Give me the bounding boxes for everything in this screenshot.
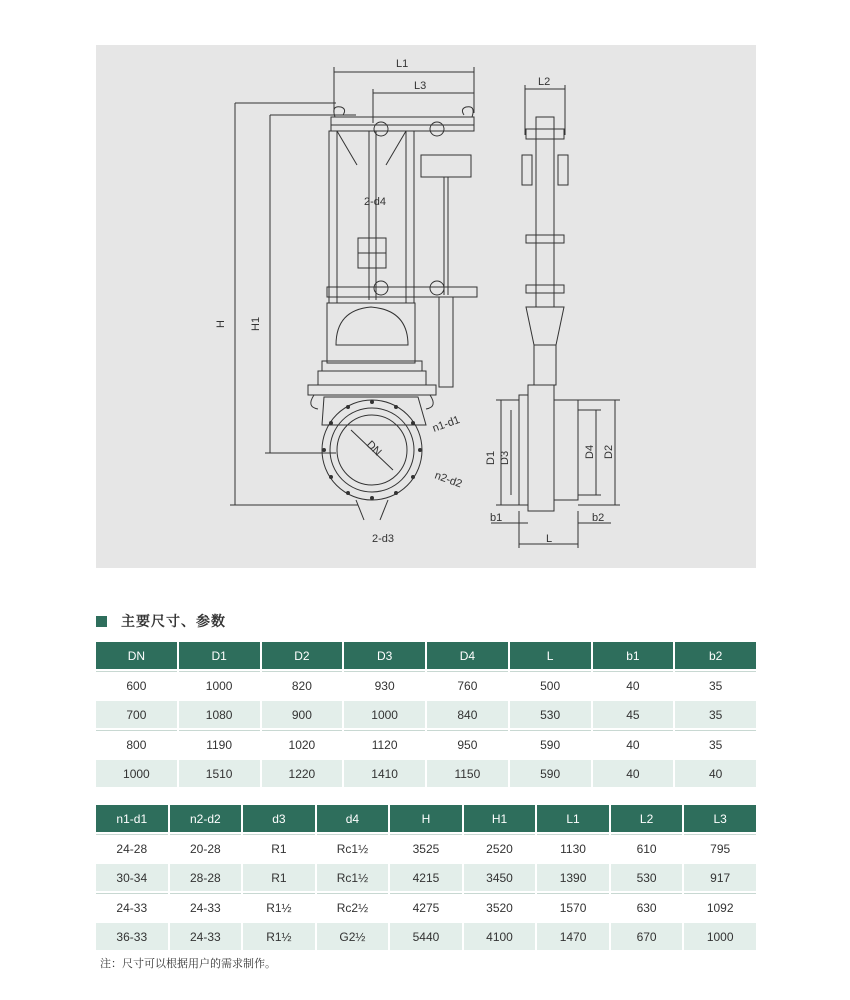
label-h: H xyxy=(215,320,227,328)
table-cell: 590 xyxy=(510,760,591,789)
table-header-cell: n2-d2 xyxy=(170,805,242,834)
table-cell: 500 xyxy=(510,671,591,701)
table-cell: Rc2½ xyxy=(317,893,389,923)
table-cell: 900 xyxy=(262,701,343,730)
table-header-cell: H xyxy=(390,805,462,834)
front-view xyxy=(230,67,477,520)
table-row xyxy=(96,893,756,923)
table-header-cell: L xyxy=(510,642,591,671)
table-cell: 4100 xyxy=(464,923,536,952)
table-cell: 40 xyxy=(593,760,674,789)
table-cell: 4215 xyxy=(390,864,462,893)
table-cell: 1120 xyxy=(344,730,425,760)
valve-drawing-svg xyxy=(96,45,756,568)
table-header-cell: b1 xyxy=(593,642,674,671)
table-header-cell: L2 xyxy=(611,805,683,834)
table-cell: 1000 xyxy=(344,701,425,730)
label-d4: D4 xyxy=(584,444,596,459)
label-n1-d1: n1-d1 xyxy=(430,413,462,435)
label-d1: D1 xyxy=(485,450,497,465)
section-square-icon xyxy=(96,616,107,627)
table-cell: 3520 xyxy=(464,893,536,923)
table-header-row xyxy=(96,642,756,671)
table-cell: 24-33 xyxy=(170,893,242,923)
table-cell: 35 xyxy=(675,671,756,701)
table-cell: 1570 xyxy=(537,893,609,923)
table-cell: G2½ xyxy=(317,923,389,952)
table-cell: 1130 xyxy=(537,834,609,864)
table-header-cell: D4 xyxy=(427,642,508,671)
table-cell: 35 xyxy=(675,701,756,730)
technical-drawing xyxy=(96,45,756,568)
label-d3: D3 xyxy=(499,450,511,465)
table-cell: 2520 xyxy=(464,834,536,864)
table-cell: 670 xyxy=(611,923,683,952)
table-cell: Rc1½ xyxy=(317,834,389,864)
table-cell: 630 xyxy=(611,893,683,923)
label-d2: D2 xyxy=(603,444,615,459)
table-cell: 600 xyxy=(96,671,177,701)
dimension-table-2 xyxy=(94,805,758,952)
table-cell: 917 xyxy=(684,864,756,893)
table-cell: 760 xyxy=(427,671,508,701)
table-cell: 36-33 xyxy=(96,923,168,952)
footnote: 注：尺寸可以根据用户的需求制作。 xyxy=(100,957,276,970)
table-cell: 1000 xyxy=(684,923,756,952)
table-row xyxy=(96,701,756,730)
table-header-cell: d3 xyxy=(243,805,315,834)
label-l1: L1 xyxy=(396,58,409,70)
table-cell: 24-33 xyxy=(170,923,242,952)
table-cell: 795 xyxy=(684,834,756,864)
label-h1: H1 xyxy=(250,316,262,331)
label-b1: b1 xyxy=(490,512,503,524)
table-cell: 930 xyxy=(344,671,425,701)
table-cell: 1020 xyxy=(262,730,343,760)
table-header-cell: d4 xyxy=(317,805,389,834)
table-header-row xyxy=(96,805,756,834)
table-row xyxy=(96,864,756,893)
table-header-cell: D1 xyxy=(179,642,260,671)
section-title: 主要尺寸、参数 xyxy=(121,614,226,630)
table-cell: 530 xyxy=(611,864,683,893)
label-2-d4: 2-d4 xyxy=(364,196,387,208)
table-header-cell: D3 xyxy=(344,642,425,671)
table-cell: 4275 xyxy=(390,893,462,923)
table-row xyxy=(96,671,756,701)
table-cell: 1510 xyxy=(179,760,260,789)
table-cell: 1150 xyxy=(427,760,508,789)
label-b2: b2 xyxy=(592,512,605,524)
table-cell: R1 xyxy=(243,834,315,864)
table-cell: 800 xyxy=(96,730,177,760)
table-cell: Rc1½ xyxy=(317,864,389,893)
table-header-cell: H1 xyxy=(464,805,536,834)
table-cell: 700 xyxy=(96,701,177,730)
table-cell: 1000 xyxy=(96,760,177,789)
table-cell: 1080 xyxy=(179,701,260,730)
table-cell: 610 xyxy=(611,834,683,864)
table-cell: 3525 xyxy=(390,834,462,864)
side-view xyxy=(491,85,620,548)
table-cell: 40 xyxy=(593,730,674,760)
table-header-cell: D2 xyxy=(262,642,343,671)
label-l: L xyxy=(546,533,553,545)
label-l3: L3 xyxy=(414,80,427,92)
table-cell: R1½ xyxy=(243,923,315,952)
table-cell: 1410 xyxy=(344,760,425,789)
table-cell: R1½ xyxy=(243,893,315,923)
table-cell: 950 xyxy=(427,730,508,760)
table-cell: 840 xyxy=(427,701,508,730)
table-cell: 24-33 xyxy=(96,893,168,923)
label-n2-d2: n2-d2 xyxy=(432,469,464,491)
table-row xyxy=(96,760,756,789)
table-cell: 20-28 xyxy=(170,834,242,864)
table-cell: 35 xyxy=(675,730,756,760)
table-header-cell: DN xyxy=(96,642,177,671)
table-cell: 530 xyxy=(510,701,591,730)
table-cell: 1220 xyxy=(262,760,343,789)
table-cell: 1092 xyxy=(684,893,756,923)
table-row xyxy=(96,923,756,952)
label-2-d3: 2-d3 xyxy=(372,533,395,545)
table-cell: 820 xyxy=(262,671,343,701)
table-cell: 1000 xyxy=(179,671,260,701)
table-cell: 1390 xyxy=(537,864,609,893)
table-cell: 40 xyxy=(593,671,674,701)
table-cell: 45 xyxy=(593,701,674,730)
dimension-table-1 xyxy=(94,642,758,789)
table-cell: 1470 xyxy=(537,923,609,952)
section-heading xyxy=(96,611,226,631)
table-row xyxy=(96,834,756,864)
label-l2: L2 xyxy=(538,76,551,88)
table-cell: 30-34 xyxy=(96,864,168,893)
table-header-cell: L3 xyxy=(684,805,756,834)
table-row xyxy=(96,730,756,760)
label-dn: DN xyxy=(363,438,384,459)
table-cell: 40 xyxy=(675,760,756,789)
table-header-cell: n1-d1 xyxy=(96,805,168,834)
table-cell: R1 xyxy=(243,864,315,893)
table-header-cell: L1 xyxy=(537,805,609,834)
table-cell: 24-28 xyxy=(96,834,168,864)
table-cell: 590 xyxy=(510,730,591,760)
table-cell: 1190 xyxy=(179,730,260,760)
table-header-cell: b2 xyxy=(675,642,756,671)
table-cell: 3450 xyxy=(464,864,536,893)
table-cell: 5440 xyxy=(390,923,462,952)
table-cell: 28-28 xyxy=(170,864,242,893)
